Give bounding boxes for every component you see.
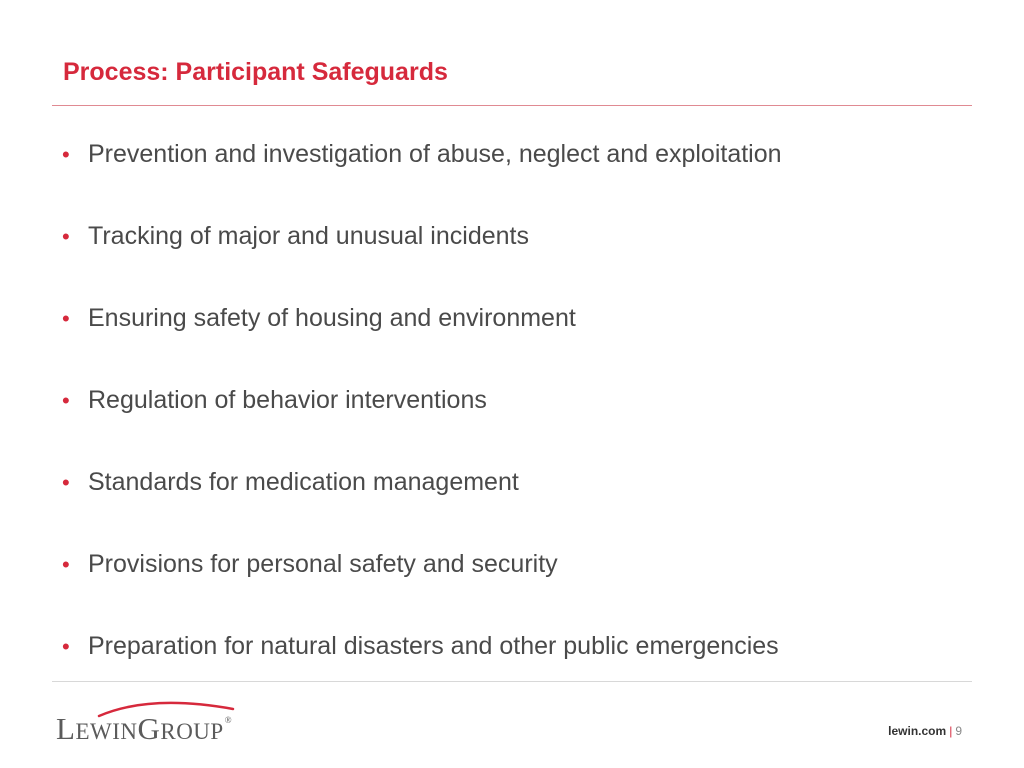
bullet-item bbox=[62, 630, 779, 662]
footer-website: lewin.com bbox=[888, 724, 947, 738]
bullet-text: Regulation of behavior interventions bbox=[88, 386, 487, 414]
title-divider bbox=[52, 105, 972, 106]
bullet-text: Standards for medication management bbox=[88, 468, 519, 496]
bullet-item bbox=[62, 384, 487, 416]
bullet-icon: • bbox=[62, 470, 70, 495]
bullet-text: Ensuring safety of housing and environment bbox=[88, 304, 576, 332]
bullet-icon: • bbox=[62, 388, 70, 413]
bullet-icon: • bbox=[62, 224, 70, 249]
logo-wordmark: LEWINGROUP® bbox=[56, 711, 233, 746]
footer-divider bbox=[52, 681, 972, 682]
bullet-text: Prevention and investigation of abuse, neglect and exploitation bbox=[88, 140, 782, 168]
bullet-item bbox=[62, 548, 558, 580]
page-number: 9 bbox=[955, 724, 962, 738]
bullet-item bbox=[62, 466, 519, 498]
bullet-text: Preparation for natural disasters and other public emergencies bbox=[88, 632, 779, 660]
bullet-icon: • bbox=[62, 634, 70, 659]
bullet-item bbox=[62, 138, 782, 170]
bullet-icon: • bbox=[62, 142, 70, 167]
slide-title: Process: Participant Safeguards bbox=[63, 58, 448, 86]
bullet-text: Provisions for personal safety and security bbox=[88, 550, 558, 578]
bullet-icon: • bbox=[62, 306, 70, 331]
footer-separator: | bbox=[949, 724, 953, 738]
bullet-item bbox=[62, 220, 529, 252]
bullet-text: Tracking of major and unusual incidents bbox=[88, 222, 529, 250]
footer-info bbox=[888, 724, 962, 738]
bullet-item bbox=[62, 302, 576, 334]
lewin-group-logo bbox=[55, 696, 240, 744]
bullet-icon: • bbox=[62, 552, 70, 577]
